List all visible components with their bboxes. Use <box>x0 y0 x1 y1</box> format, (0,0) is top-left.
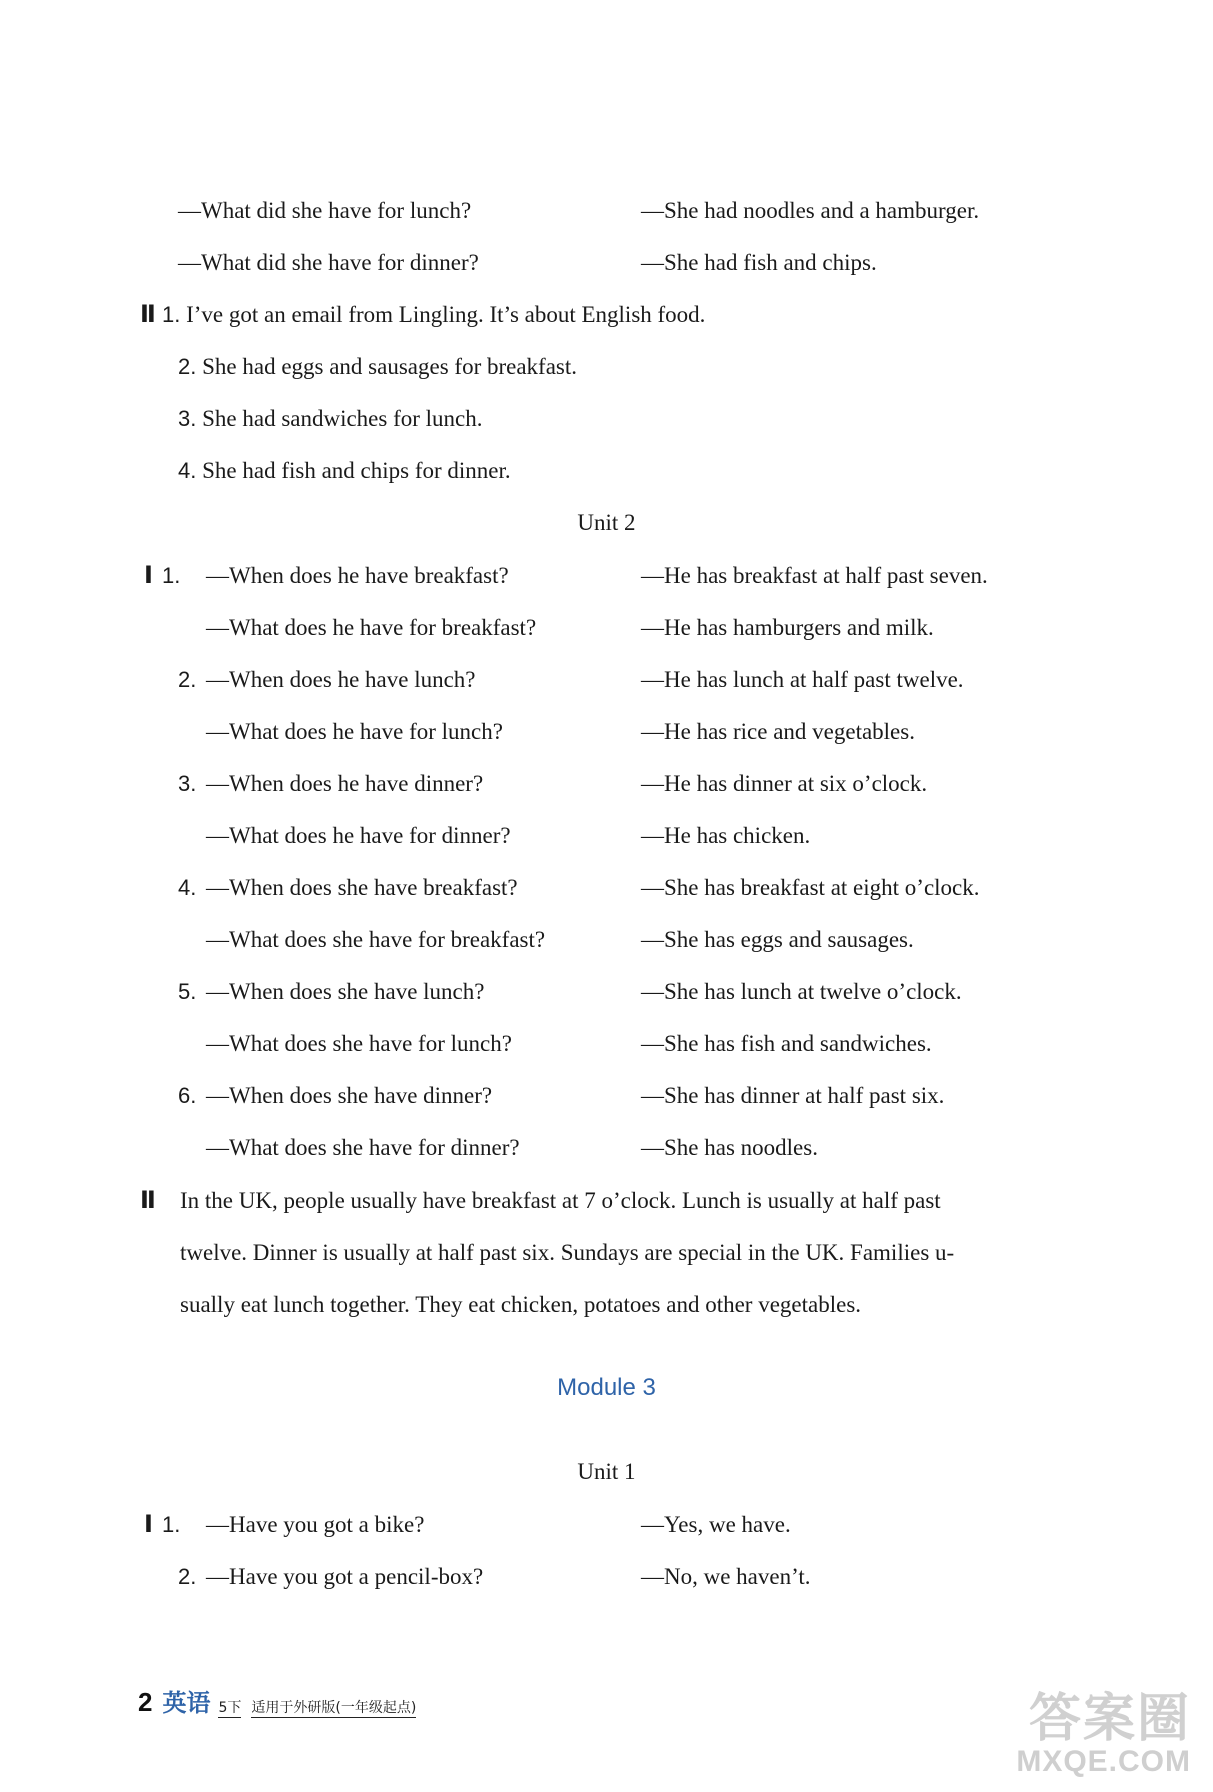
item-number: 2. <box>178 354 197 379</box>
item-number: 3. <box>178 406 197 431</box>
answer-line: —He has breakfast at half past seven. <box>641 563 988 588</box>
section-numeral: Ⅱ <box>140 1187 156 1214</box>
paragraph-line: sually eat lunch together. They eat chicken, potatoes and other vegetables. <box>180 1292 862 1317</box>
item-number: 1. <box>162 302 181 327</box>
answer-line: —He has chicken. <box>641 823 811 848</box>
question-line: —When does he have breakfast? <box>206 563 509 588</box>
page-number: 2 <box>138 1687 153 1717</box>
question-line: —What does he have for lunch? <box>206 719 503 744</box>
answer-line: —He has lunch at half past twelve. <box>641 667 964 692</box>
grade-label: 5下 <box>218 1697 241 1718</box>
item-number: 2. <box>178 667 197 692</box>
list-item <box>162 301 705 329</box>
module-title: Module 3 <box>557 1374 656 1401</box>
answer-line: —She has fish and sandwiches. <box>641 1031 932 1056</box>
list-item <box>178 353 577 381</box>
unit-heading: Unit 1 <box>577 1459 636 1484</box>
watermark-url: MXQE.COM <box>1016 1745 1191 1778</box>
question-line: —What does she have for dinner? <box>206 1135 520 1160</box>
item-number: 6. <box>178 1083 197 1108</box>
item-number: 4. <box>178 458 197 483</box>
answer-line: —She had noodles and a hamburger. <box>641 198 980 223</box>
question-line: —When does she have lunch? <box>206 979 485 1004</box>
paragraph-line: twelve. Dinner is usually at half past six. Sundays are special in the UK. Families u- <box>180 1240 955 1265</box>
answer-line: —Yes, we have. <box>641 1512 791 1537</box>
answer-line: —He has dinner at six o’clock. <box>641 771 928 796</box>
answer-line: —She had fish and chips. <box>641 250 877 275</box>
answer-line: —No, we haven’t. <box>641 1564 811 1589</box>
section-numeral: Ⅰ <box>144 562 153 589</box>
question-line: —What did she have for dinner? <box>178 250 479 275</box>
watermark-logo-text: 答案圈 <box>1028 1689 1191 1749</box>
item-text: She had sandwiches for lunch. <box>202 406 483 431</box>
page-footer <box>138 1678 416 1718</box>
item-number: 1. <box>162 563 181 588</box>
item-number: 2. <box>178 1564 197 1589</box>
unit-heading: Unit 2 <box>577 510 636 535</box>
answer-line: —She has breakfast at eight o’clock. <box>641 875 980 900</box>
question-line: —When does she have dinner? <box>206 1083 493 1108</box>
list-item <box>178 405 483 433</box>
question-line: —What does he have for breakfast? <box>206 615 537 640</box>
item-text: I’ve got an email from Lingling. It’s about English food. <box>186 302 706 327</box>
question-line: —Have you got a bike? <box>206 1512 425 1537</box>
item-number: 1. <box>162 1512 181 1537</box>
answer-line: —She has dinner at half past six. <box>641 1083 945 1108</box>
item-number: 5. <box>178 979 197 1004</box>
question-line: —What does she have for breakfast? <box>206 927 546 952</box>
answer-line: —He has rice and vegetables. <box>641 719 915 744</box>
item-text: She had eggs and sausages for breakfast. <box>202 354 578 379</box>
question-line: —Have you got a pencil-box? <box>206 1564 484 1589</box>
list-item <box>178 457 511 485</box>
subject-label: 英语 <box>162 1689 211 1717</box>
edition-label: 适用于外研版(一年级起点) <box>251 1697 416 1718</box>
item-number: 3. <box>178 771 197 796</box>
answer-line: —She has noodles. <box>641 1135 818 1160</box>
section-numeral: Ⅰ <box>144 1511 153 1538</box>
question-line: —What does she have for lunch? <box>206 1031 512 1056</box>
answer-line: —She has lunch at twelve o’clock. <box>641 979 962 1004</box>
answer-line: —She has eggs and sausages. <box>641 927 914 952</box>
watermark-logo <box>1016 1689 1191 1778</box>
paragraph-line: In the UK, people usually have breakfast at 7 o’clock. Lunch is usually at half past <box>180 1188 941 1213</box>
item-text: She had fish and chips for dinner. <box>202 458 511 483</box>
question-line: —When does she have breakfast? <box>206 875 518 900</box>
question-line: —When does he have lunch? <box>206 667 476 692</box>
question-line: —What does he have for dinner? <box>206 823 511 848</box>
item-number: 4. <box>178 875 197 900</box>
section-numeral: Ⅱ <box>140 301 156 328</box>
question-line: —When does he have dinner? <box>206 771 484 796</box>
question-line: —What did she have for lunch? <box>178 198 472 223</box>
answer-line: —He has hamburgers and milk. <box>641 615 934 640</box>
